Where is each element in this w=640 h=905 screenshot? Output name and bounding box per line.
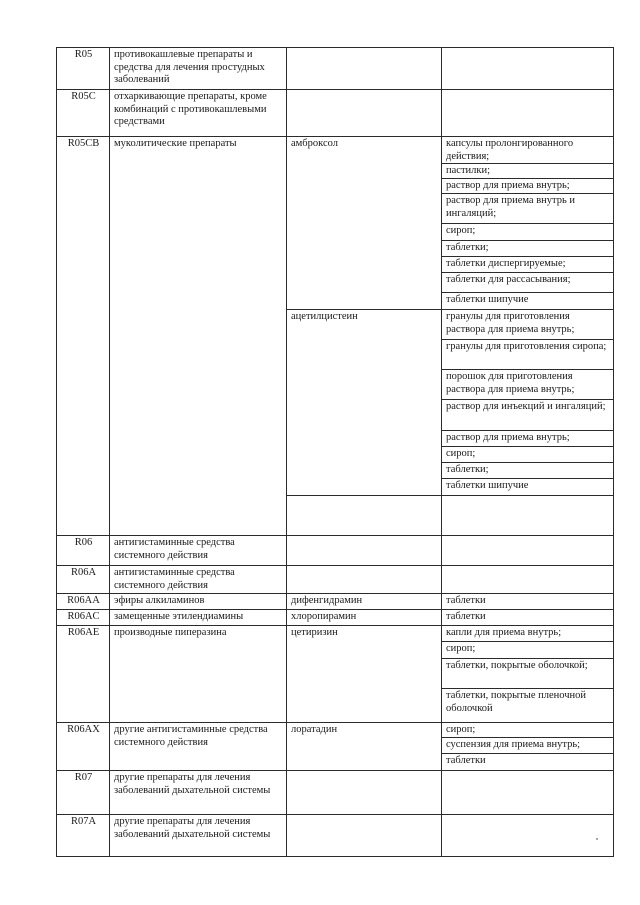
dosage-form [442, 565, 614, 593]
dosage-form: таблетки шипучие [442, 293, 614, 310]
active-substance [287, 90, 442, 137]
dosage-form: раствор для инъекций и ингаляций; [442, 400, 614, 431]
anatomical-therapeutic-group: отхаркивающие препараты, кроме комбинаций с противокашлевыми средствами [110, 90, 287, 137]
active-substance [287, 565, 442, 593]
atc-code: R06AA [57, 593, 110, 609]
anatomical-therapeutic-group: антигистаминные средства системного действия [110, 535, 287, 565]
anatomical-therapeutic-group: противокашлевые препараты и средства для лечения простудных заболеваний [110, 48, 287, 90]
dosage-form: таблетки шипучие [442, 479, 614, 496]
table-row [57, 625, 614, 641]
anatomical-therapeutic-group: другие препараты для лечения заболеваний дыхательной системы [110, 814, 287, 856]
atc-code: R07A [57, 814, 110, 856]
atc-code: R05C [57, 90, 110, 137]
table-row [57, 770, 614, 814]
table-row [57, 814, 614, 856]
dosage-form: таблетки [442, 609, 614, 625]
dosage-form: капсулы пролонгированного действия; [442, 137, 614, 164]
active-substance [287, 770, 442, 814]
table-row [57, 90, 614, 137]
dosage-form: сироп; [442, 641, 614, 658]
dosage-form [442, 90, 614, 137]
active-substance [287, 535, 442, 565]
dosage-form [442, 48, 614, 90]
atc-code: R06 [57, 535, 110, 565]
dosage-form: таблетки диспергируемые; [442, 257, 614, 273]
drug-list-table [56, 47, 614, 857]
atc-code: R06A [57, 565, 110, 593]
dosage-form: гранулы для приготовления сиропа; [442, 340, 614, 370]
active-substance: ацетилцистеин [287, 310, 442, 496]
dosage-form: таблетки [442, 593, 614, 609]
dosage-form: сироп; [442, 447, 614, 463]
dosage-form [442, 770, 614, 814]
anatomical-therapeutic-group: производные пиперазина [110, 625, 287, 722]
anatomical-therapeutic-group: муколитические препараты [110, 137, 287, 536]
dosage-form: таблетки [442, 753, 614, 770]
dosage-form: таблетки, покрытые пленочной оболочкой [442, 688, 614, 722]
atc-code: R07 [57, 770, 110, 814]
dosage-form: раствор для приема внутрь; [442, 431, 614, 447]
active-substance: дифенгидрамин [287, 593, 442, 609]
atc-code [287, 496, 442, 536]
dosage-form: таблетки; [442, 463, 614, 479]
atc-code: R05CB [57, 137, 110, 536]
active-substance [287, 48, 442, 90]
atc-code: R05 [57, 48, 110, 90]
active-substance [287, 814, 442, 856]
scan-speck [596, 838, 598, 840]
dosage-form: гранулы для приготовления раствора для приема внутрь; [442, 310, 614, 340]
active-substance: хлоропирамин [287, 609, 442, 625]
dosage-form: сироп; [442, 722, 614, 737]
anatomical-therapeutic-group: другие антигистаминные средства системного действия [110, 722, 287, 770]
table-row [57, 535, 614, 565]
dosage-form [442, 814, 614, 856]
anatomical-therapeutic-group: замещенные этилендиамины [110, 609, 287, 625]
anatomical-therapeutic-group [442, 496, 614, 536]
atc-code: R06AC [57, 609, 110, 625]
dosage-form: пастилки; [442, 164, 614, 179]
dosage-form: порошок для приготовления раствора для приема внутрь; [442, 370, 614, 400]
active-substance: амброксол [287, 137, 442, 310]
dosage-form: таблетки, покрытые оболочкой; [442, 658, 614, 688]
dosage-form [442, 535, 614, 565]
dosage-form: сироп; [442, 224, 614, 241]
table-row [57, 722, 614, 737]
dosage-form: таблетки для рассасывания; [442, 273, 614, 293]
table-row [57, 137, 614, 164]
dosage-form: таблетки; [442, 241, 614, 257]
anatomical-therapeutic-group: антигистаминные средства системного действия [110, 565, 287, 593]
active-substance: цетиризин [287, 625, 442, 722]
dosage-form: раствор для приема внутрь и ингаляций; [442, 194, 614, 224]
active-substance: лоратадин [287, 722, 442, 770]
table-row [57, 48, 614, 90]
atc-code: R06AE [57, 625, 110, 722]
anatomical-therapeutic-group: эфиры алкиламинов [110, 593, 287, 609]
dosage-form: раствор для приема внутрь; [442, 179, 614, 194]
table-row [57, 609, 614, 625]
dosage-form: капли для приема внутрь; [442, 625, 614, 641]
dosage-form: суспензия для приема внутрь; [442, 737, 614, 753]
atc-code: R06AX [57, 722, 110, 770]
anatomical-therapeutic-group: другие препараты для лечения заболеваний дыхательной системы [110, 770, 287, 814]
table-row [57, 565, 614, 593]
table-row [57, 593, 614, 609]
